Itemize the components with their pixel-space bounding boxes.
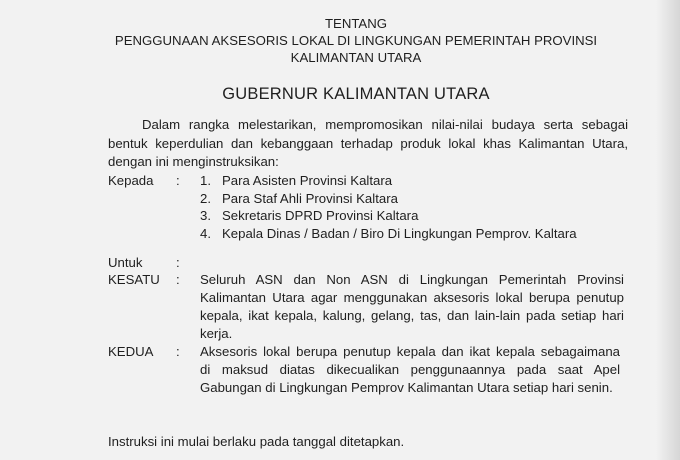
kepada-item-3-number: 3. <box>200 208 211 223</box>
kepada-colon: : <box>176 173 180 188</box>
kepada-item-3-text: Sekretaris DPRD Provinsi Kaltara <box>222 208 419 223</box>
kedua-line-3: Gabungan di Lingkungan Pemprov Kalimantan Utara setiap hari senin. <box>200 380 613 395</box>
closing-statement: Instruksi ini mulai berlaku pada tanggal ditetapkan. <box>108 434 405 449</box>
preamble-line-3: dengan ini menginstruksikan: <box>108 154 279 169</box>
kepada-item-1-text: Para Asisten Provinsi Kaltara <box>222 173 393 188</box>
untuk-label: Untuk <box>108 255 143 270</box>
kepada-item-2-number: 2. <box>200 191 211 206</box>
kedua-colon: : <box>176 344 180 359</box>
kepada-item-2-text: Para Staf Ahli Provinsi Kaltara <box>222 191 398 206</box>
preamble-line-2: bentuk keperdulian dan kebanggaan terhadap produk lokal khas Kalimantan Utara, <box>108 136 628 151</box>
header-tentang: TENTANG <box>324 16 388 31</box>
kepada-item-1-number: 1. <box>200 173 211 188</box>
kesatu-line-4: kerja. <box>200 326 233 341</box>
kepada-label: Kepada <box>108 173 154 188</box>
kepada-item-4-text: Kepala Dinas / Badan / Biro Di Lingkungan Pemprov. Kaltara <box>222 226 577 241</box>
preamble-line-1: Dalam rangka melestarikan, mempromosikan nilai-nilai budaya serta sebagai <box>142 117 628 132</box>
header-subject: PENGGUNAAN AKSESORIS LOKAL DI LINGKUNGAN PEMERINTAH PROVINSI <box>114 33 598 48</box>
page-edge-shadow <box>656 0 680 460</box>
untuk-colon: : <box>176 255 180 270</box>
document-title: GUBERNUR KALIMANTAN UTARA <box>222 85 490 103</box>
header-region: KALIMANTAN UTARA <box>290 50 422 65</box>
kepada-item-4-number: 4. <box>200 226 211 241</box>
kedua-label: KEDUA <box>108 344 154 359</box>
kesatu-label: KESATU <box>108 272 160 287</box>
kesatu-line-3: kepala, ikat kepala, kalung, gelang, tas, dan lain-lain pada setiap hari <box>200 308 624 323</box>
kesatu-colon: : <box>176 272 180 287</box>
kesatu-line-1: Seluruh ASN dan Non ASN di Lingkungan Pemerintah Provinsi <box>200 272 624 287</box>
kedua-line-1: Aksesoris lokal berupa penutup kepala dan ikat kepala sebagaimana <box>200 344 620 359</box>
kesatu-line-2: Kalimantan Utara agar menggunakan aksesoris lokal berupa penutup <box>200 290 624 305</box>
kedua-line-2: di maksud diatas dikecualikan penggunaannya pada saat Apel <box>200 362 620 377</box>
